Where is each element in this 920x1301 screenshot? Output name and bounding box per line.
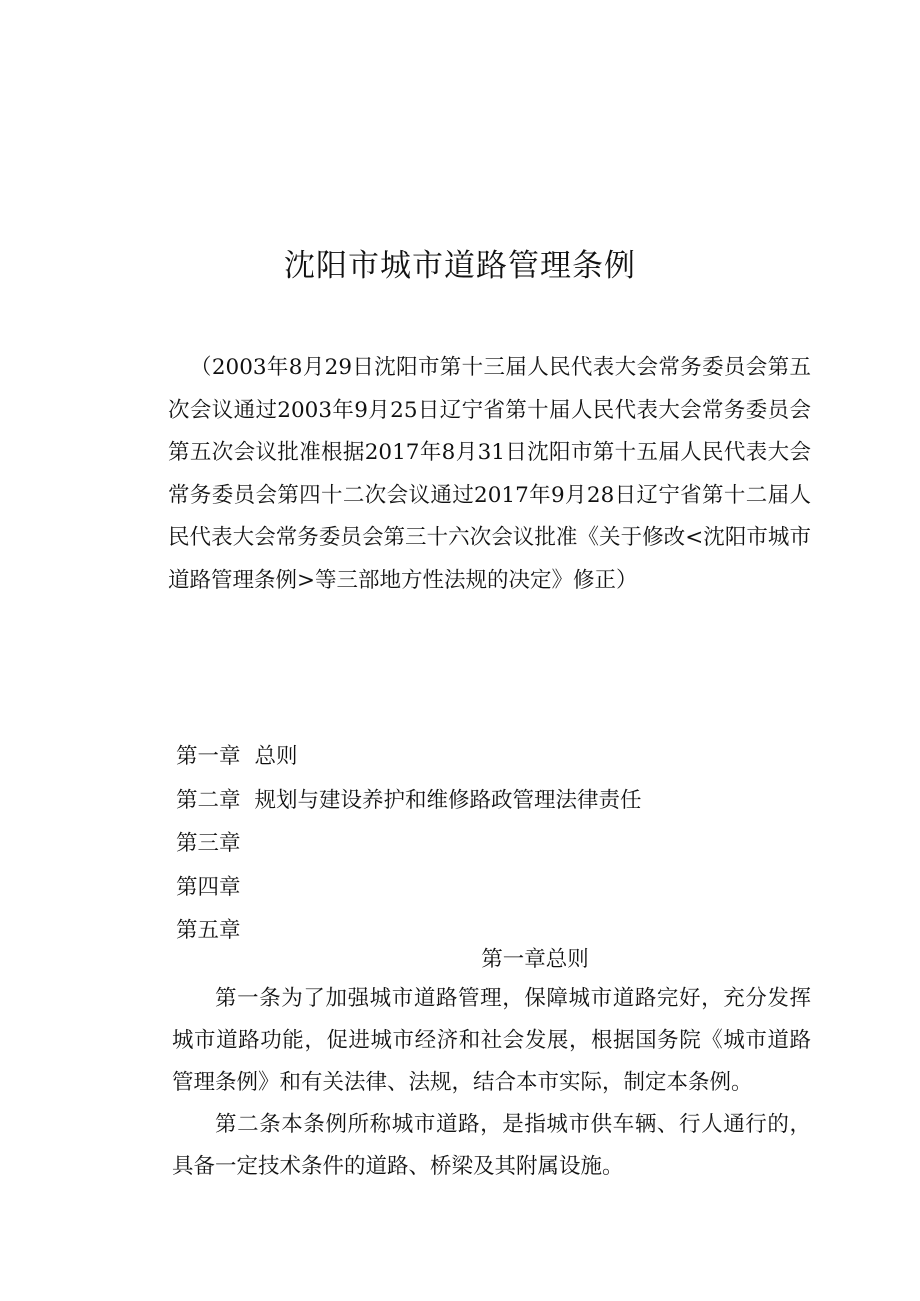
article-paragraph: 第二条本条例所称城市道路，是指城市供车辆、行人通行的，具备一定技术条件的道路、桥梁及其附属设施。 <box>172 1112 811 1179</box>
toc-chapter-number: 第二章 <box>176 787 241 813</box>
toc-item <box>176 866 776 910</box>
preamble-text: （2003年8月29日沈阳市第十三届人民代表大会常务委员会第五次会议通过2003年9月25日辽宁省第十届人民代表大会常务委员会第五次会议批准根据2017年8月31日沈阳市第十五届人民代表大会常务委员会第四十二次会议通过2017年9月28日辽宁省第十二届人民代表大会常务委员会第三十六次会议批准《关于修改<沈阳市城市道路管理条例>等三部地方性法规的决定》修正） <box>168 355 811 593</box>
toc-item <box>176 779 776 823</box>
preamble <box>168 347 811 602</box>
toc-chapter-number: 第五章 <box>176 918 241 943</box>
toc-chapter-title: 总则 <box>254 744 298 769</box>
chapter-heading: 第一章总则 <box>481 947 589 972</box>
toc-item <box>176 735 776 779</box>
toc-chapter-number: 第三章 <box>176 831 241 856</box>
toc-chapter-number: 第一章 <box>176 744 241 769</box>
toc-item <box>176 822 776 866</box>
articles <box>172 978 811 1188</box>
toc-chapter-number: 第四章 <box>176 874 241 900</box>
toc-chapter-title: 规划与建设养护和维修路政管理法律责任 <box>254 787 642 813</box>
table-of-contents <box>176 735 776 953</box>
document-title: 沈阳市城市道路管理条例 <box>284 248 636 284</box>
article-paragraph: 第一条为了加强城市道路管理，保障城市道路完好，充分发挥城市道路功能，促进城市经济和社会发展，根据国务院《城市道路管理条例》和有关法律、法规，结合本市实际，制定本条例。 <box>172 986 811 1095</box>
